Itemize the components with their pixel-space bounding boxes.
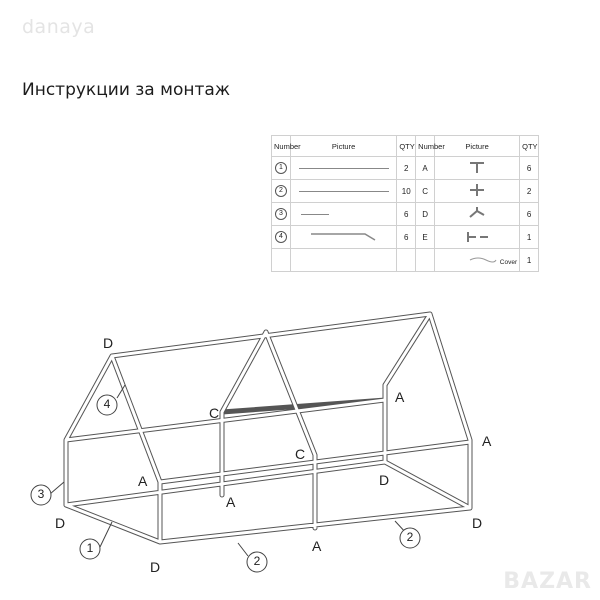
joint-label-a: A	[395, 389, 405, 405]
part-number: 4	[275, 231, 287, 243]
table-row	[272, 157, 539, 180]
joint-label-d: D	[103, 335, 114, 351]
joint-label-a: A	[312, 538, 322, 554]
joint-label-a: A	[138, 473, 148, 489]
part-number: C	[416, 180, 435, 203]
part-qty: 6	[397, 203, 416, 226]
joint-label-d: D	[379, 472, 390, 488]
part-number	[416, 249, 435, 272]
part-qty: 2	[397, 157, 416, 180]
part-qty: 1	[520, 226, 539, 249]
table-header-row	[272, 136, 539, 157]
connector-a-icon	[466, 159, 488, 175]
watermark: danaya	[22, 16, 96, 38]
joint-label-d: D	[55, 515, 66, 531]
joint-label-d: D	[472, 515, 483, 531]
frame-tubes	[66, 314, 470, 545]
part-qty: 6	[520, 203, 539, 226]
medium-tube-icon	[299, 191, 389, 193]
callout-2	[247, 552, 267, 572]
part-number: E	[416, 226, 435, 249]
table-row	[272, 203, 539, 226]
logo-watermark: BAZAR	[503, 569, 592, 594]
callout-number: 2	[253, 554, 261, 569]
part-number: D	[416, 203, 435, 226]
joint-label-a: A	[482, 433, 492, 449]
connector-c-icon	[466, 182, 488, 198]
part-number: 2	[275, 185, 287, 197]
table-row	[272, 249, 539, 272]
joint-label-d: D	[150, 559, 161, 575]
callout-number: 4	[103, 397, 111, 412]
cover-icon	[468, 254, 498, 264]
part-qty: 6	[397, 226, 416, 249]
header-picture: Picture	[290, 136, 396, 157]
header-qty: QTY	[397, 136, 416, 157]
connector-d-icon	[466, 205, 488, 221]
callout-4	[97, 395, 117, 415]
header-number: Number	[272, 136, 291, 157]
callout-number: 2	[406, 530, 414, 545]
joint-label-c: C	[295, 446, 306, 462]
callout-number: 3	[37, 487, 45, 502]
page-title: Инструкции за монтаж	[22, 80, 231, 100]
part-qty: 10	[397, 180, 416, 203]
short-tube-icon	[301, 214, 329, 216]
part-qty: 2	[520, 180, 539, 203]
joint-label-a: A	[226, 494, 236, 510]
parts-table	[271, 135, 539, 269]
part-number: 3	[275, 208, 287, 220]
cover-label: Cover	[499, 259, 518, 266]
part-qty: 1	[520, 249, 539, 272]
table-row	[272, 180, 539, 203]
table-row	[272, 226, 539, 249]
header-picture-2: Picture	[435, 136, 520, 157]
connector-e-icon	[462, 228, 492, 244]
greenhouse-frame-diagram	[0, 295, 600, 600]
part-number: 1	[275, 162, 287, 174]
part-qty: 6	[520, 157, 539, 180]
joint-label-c: C	[209, 405, 220, 421]
callout-number: 1	[86, 541, 94, 556]
header-qty-2: QTY	[520, 136, 539, 157]
bent-tube-icon	[309, 230, 379, 242]
callout-2	[400, 528, 420, 548]
joint-labels	[55, 335, 492, 575]
header-number-2: Number	[416, 136, 435, 157]
callout-1	[80, 539, 100, 559]
callout-3	[31, 485, 51, 505]
long-tube-icon	[299, 168, 389, 170]
part-number: A	[416, 157, 435, 180]
